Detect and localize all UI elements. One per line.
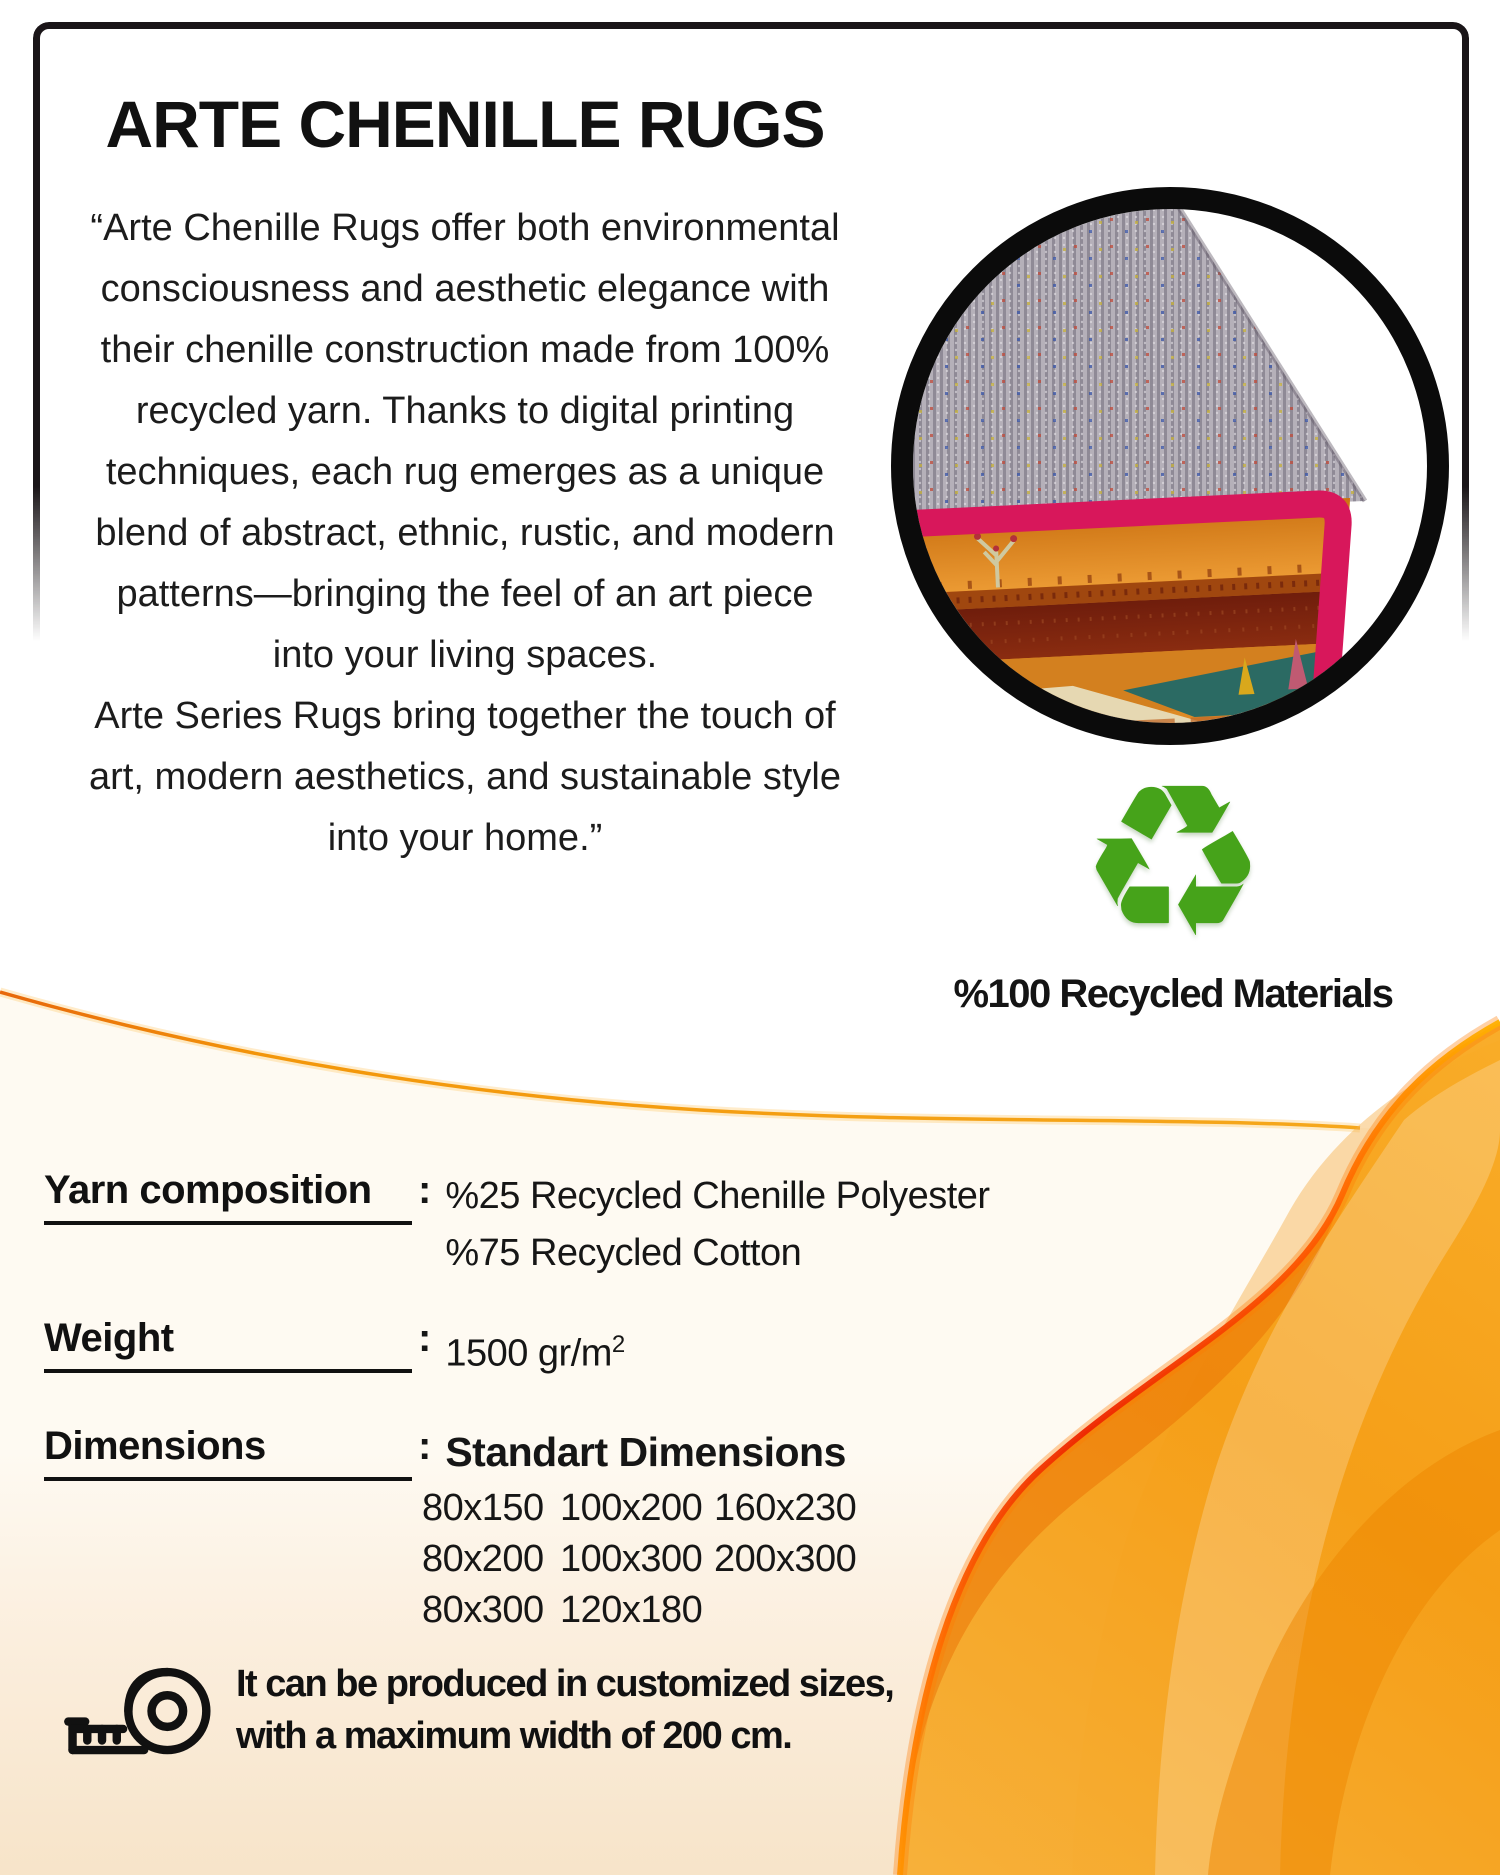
dimensions-colon: : — [418, 1424, 432, 1468]
size-cell: 160x230 — [714, 1487, 857, 1529]
tape-measure-icon — [62, 1652, 220, 1768]
quote-line: into your home.” — [327, 817, 603, 859]
custom-size-note — [62, 1652, 893, 1768]
weight-label: Weight — [44, 1316, 412, 1373]
quote-line: art, modern aesthetics, and sustainable style — [89, 756, 841, 798]
quote-line: into your living spaces. — [272, 634, 658, 676]
yarn-composition-label: Yarn composition — [44, 1168, 412, 1225]
size-cell — [714, 1589, 874, 1640]
yarn-composition-value — [445, 1168, 989, 1282]
quote-line: recycled yarn. Thanks to digital printing — [135, 390, 795, 432]
spec-row-dimensions — [44, 1424, 846, 1481]
page-title: ARTE CHENILLE RUGS — [105, 87, 825, 161]
quote-line: consciousness and aesthetic elegance with — [100, 268, 830, 310]
yarn-value-line2: %75 Recycled Cotton — [445, 1232, 802, 1274]
size-cell: 80x300 — [422, 1589, 544, 1631]
size-cell: 100x200 — [560, 1487, 703, 1529]
quote-line: “Arte Chenille Rugs offer both environmental — [90, 207, 840, 249]
weight-sup: 2 — [611, 1331, 625, 1358]
note-line-1: It can be produced in customized sizes, — [236, 1663, 894, 1705]
size-cell: 80x150 — [422, 1487, 544, 1529]
note-line-2: with a maximum width of 200 cm. — [236, 1715, 792, 1757]
rug-photo — [890, 186, 1450, 746]
size-cell: 200x300 — [714, 1538, 857, 1580]
size-cell: 80x200 — [422, 1538, 544, 1580]
quote-paragraph — [40, 198, 890, 869]
size-cell: 120x180 — [560, 1589, 703, 1631]
recycle-icon: ♻ — [1077, 738, 1269, 985]
size-cell: 100x300 — [560, 1538, 703, 1580]
quote-line: their chenille construction made from 100% — [100, 329, 830, 371]
recycled-badge — [917, 738, 1429, 1017]
weight-colon: : — [418, 1316, 432, 1360]
yarn-colon: : — [418, 1168, 432, 1212]
quote-line: patterns—bringing the feel of an art piece — [116, 573, 814, 615]
sizes-grid — [422, 1487, 874, 1640]
yarn-value-line1: %25 Recycled Chenille Polyester — [445, 1175, 990, 1217]
dimensions-label: Dimensions — [44, 1424, 412, 1481]
dimensions-value: Standart Dimensions — [445, 1429, 846, 1475]
spec-row-weight — [44, 1316, 625, 1383]
spec-row-yarn — [44, 1168, 990, 1282]
quote-line: blend of abstract, ethnic, rustic, and modern — [95, 512, 835, 554]
recycle-caption: %100 Recycled Materials — [953, 972, 1393, 1016]
weight-value: 1500 $gr/m^2$ — [445, 1331, 625, 1375]
quote-line: techniques, each rug emerges as a unique — [105, 451, 825, 493]
quote-line: Arte Series Rugs bring together the touch of — [94, 695, 836, 737]
